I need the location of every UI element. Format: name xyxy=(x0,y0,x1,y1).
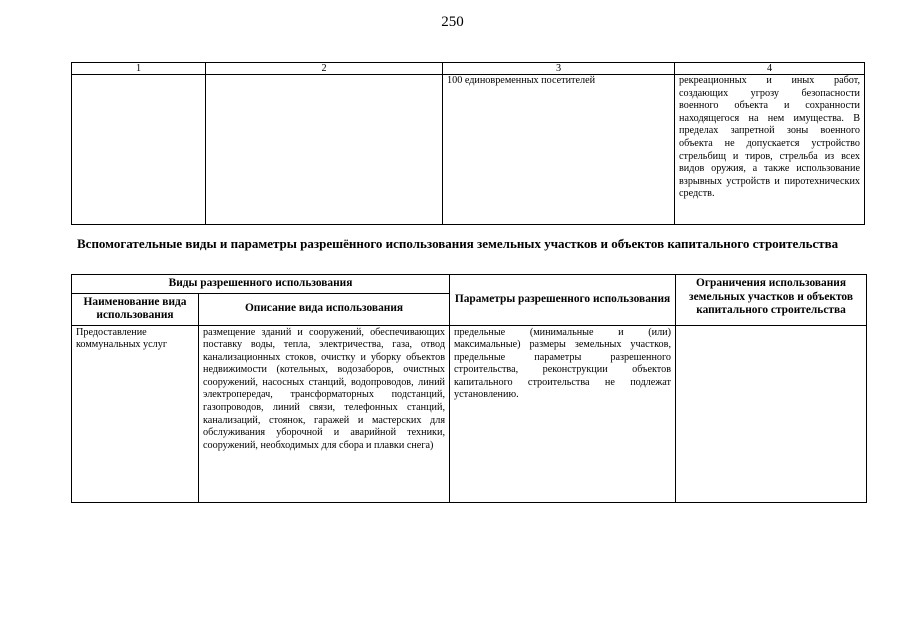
usage-restrictions-cell xyxy=(676,325,867,502)
header-row xyxy=(72,275,867,294)
column-number: 3 xyxy=(443,63,675,75)
page-number: 250 xyxy=(441,14,464,30)
table-cell xyxy=(72,75,206,225)
table-row xyxy=(72,75,865,225)
header-name: Наименование вида использования xyxy=(72,293,199,325)
table-cell: рекреационных и иных работ, создающих угрозу безопасности военного объекта и сохранности находящегося на нем имущества. В пределах запретной зоны военного объекта не допускается устройство стрельбищ и тиров, стрельба из всех видов оружия, а также использование взрывных устройств и пиротехнических средств. xyxy=(675,75,865,225)
table-cell xyxy=(206,75,443,225)
usage-parameters-cell: предельные (минимальные и (или) максимальные) размеры земельных участков, предельные параметры разрешенного строительства, реконструкции объектов капитального строительства не подлежат установлению. xyxy=(450,325,676,502)
header-parameters: Параметры разрешенного использования xyxy=(450,275,676,326)
continuation-table xyxy=(71,62,865,225)
column-number: 2 xyxy=(206,63,443,75)
column-number: 4 xyxy=(675,63,865,75)
usage-name-cell: Предоставление коммунальных услуг xyxy=(72,325,199,502)
table-row xyxy=(72,325,867,502)
auxiliary-usage-table xyxy=(71,274,867,503)
usage-description-cell: размещение зданий и сооружений, обеспечивающих поставку воды, тепла, электричества, газа, отвод канализационных стоков, очистку и уборку объектов недвижимости (котельных, водозаборов, очистных сооружений, насосных станций, водопроводов, линий электропередач, трансформаторных подстанций, газопроводов, линий связи, телефонных станций, канализаций, стоянок, гаражей и мастерских для обслуживания уборочной и аварийной техники, сооружений, необходимых для сбора и плавки снега) xyxy=(199,325,450,502)
column-number: 1 xyxy=(72,63,206,75)
header-usage-group: Виды разрешенного использования xyxy=(72,275,450,294)
column-number-row xyxy=(72,63,865,75)
header-description: Описание вида использования xyxy=(199,293,450,325)
section-title: Вспомогательные виды и параметры разрешённого использования земельных участков и объектов капитального строительства xyxy=(77,236,839,251)
table-cell: 100 единовременных посетителей xyxy=(443,75,675,225)
header-restrictions: Ограничения использования земельных участков и объектов капитального строительства xyxy=(676,275,867,326)
